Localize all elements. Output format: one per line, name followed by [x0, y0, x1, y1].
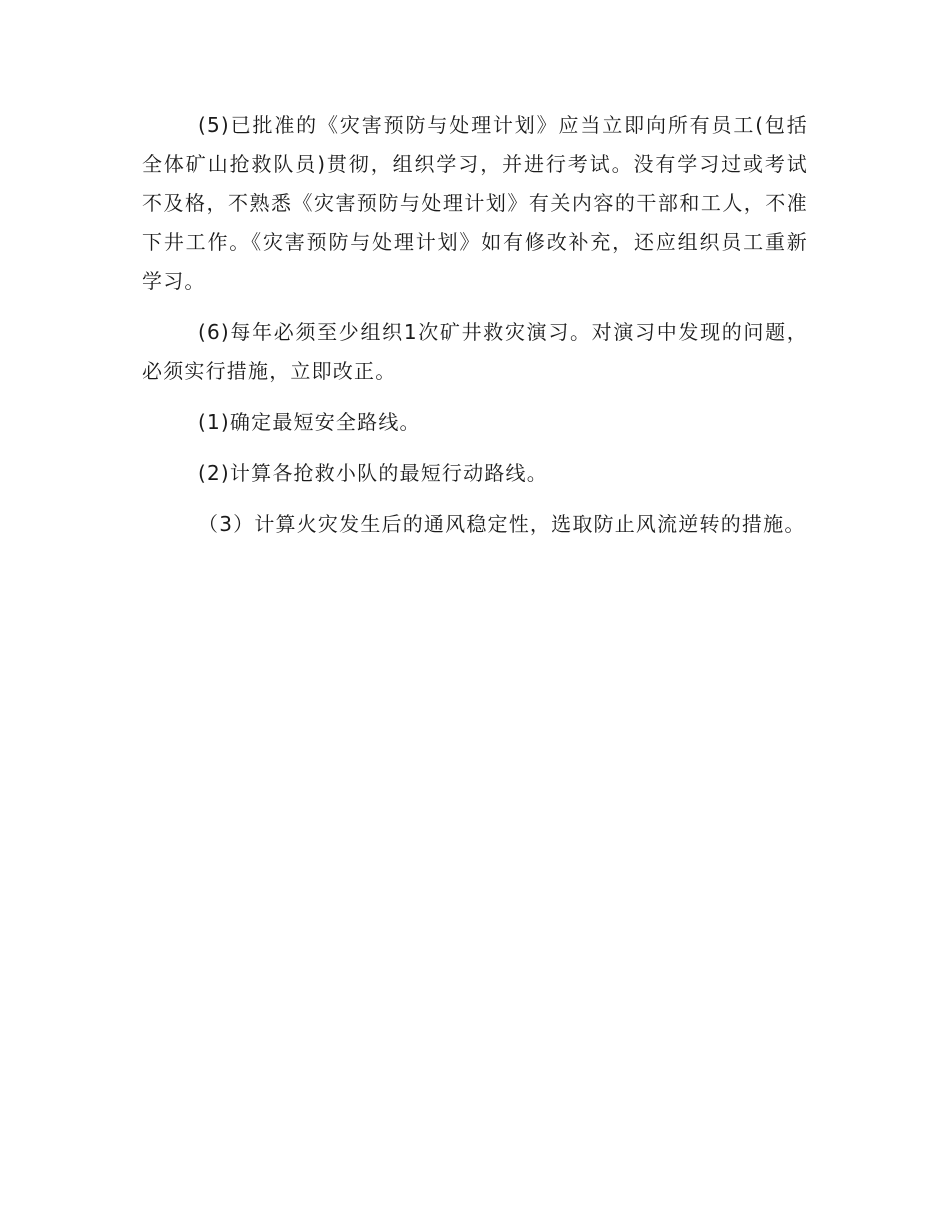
document-body: [142, 106, 808, 544]
paragraph-item-5: (5)已批准的《灾害预防与处理计划》应当立即向所有员工(包括全体矿山抢救队员)贯彻，组织学习，并进行考试。没有学习过或考试不及格，不熟悉《灾害预防与处理计划》有关内容的干部和工人，不准下井工作。《灾害预防与处理计划》如有修改补充，还应组织员工重新学习。: [142, 113, 808, 293]
paragraph-step-3: （3）计算火灾发生后的通风稳定性，选取防止风流逆转的措施。: [198, 512, 806, 536]
paragraph-step-2: (2)计算各抢救小队的最短行动路线。: [198, 461, 548, 485]
paragraph-step-1: (1)确定最短安全路线。: [198, 410, 421, 434]
paragraph-item-6: (6)每年必须至少组织1次矿井救灾演习。对演习中发现的问题，必须实行措施，立即改正。: [142, 320, 808, 383]
